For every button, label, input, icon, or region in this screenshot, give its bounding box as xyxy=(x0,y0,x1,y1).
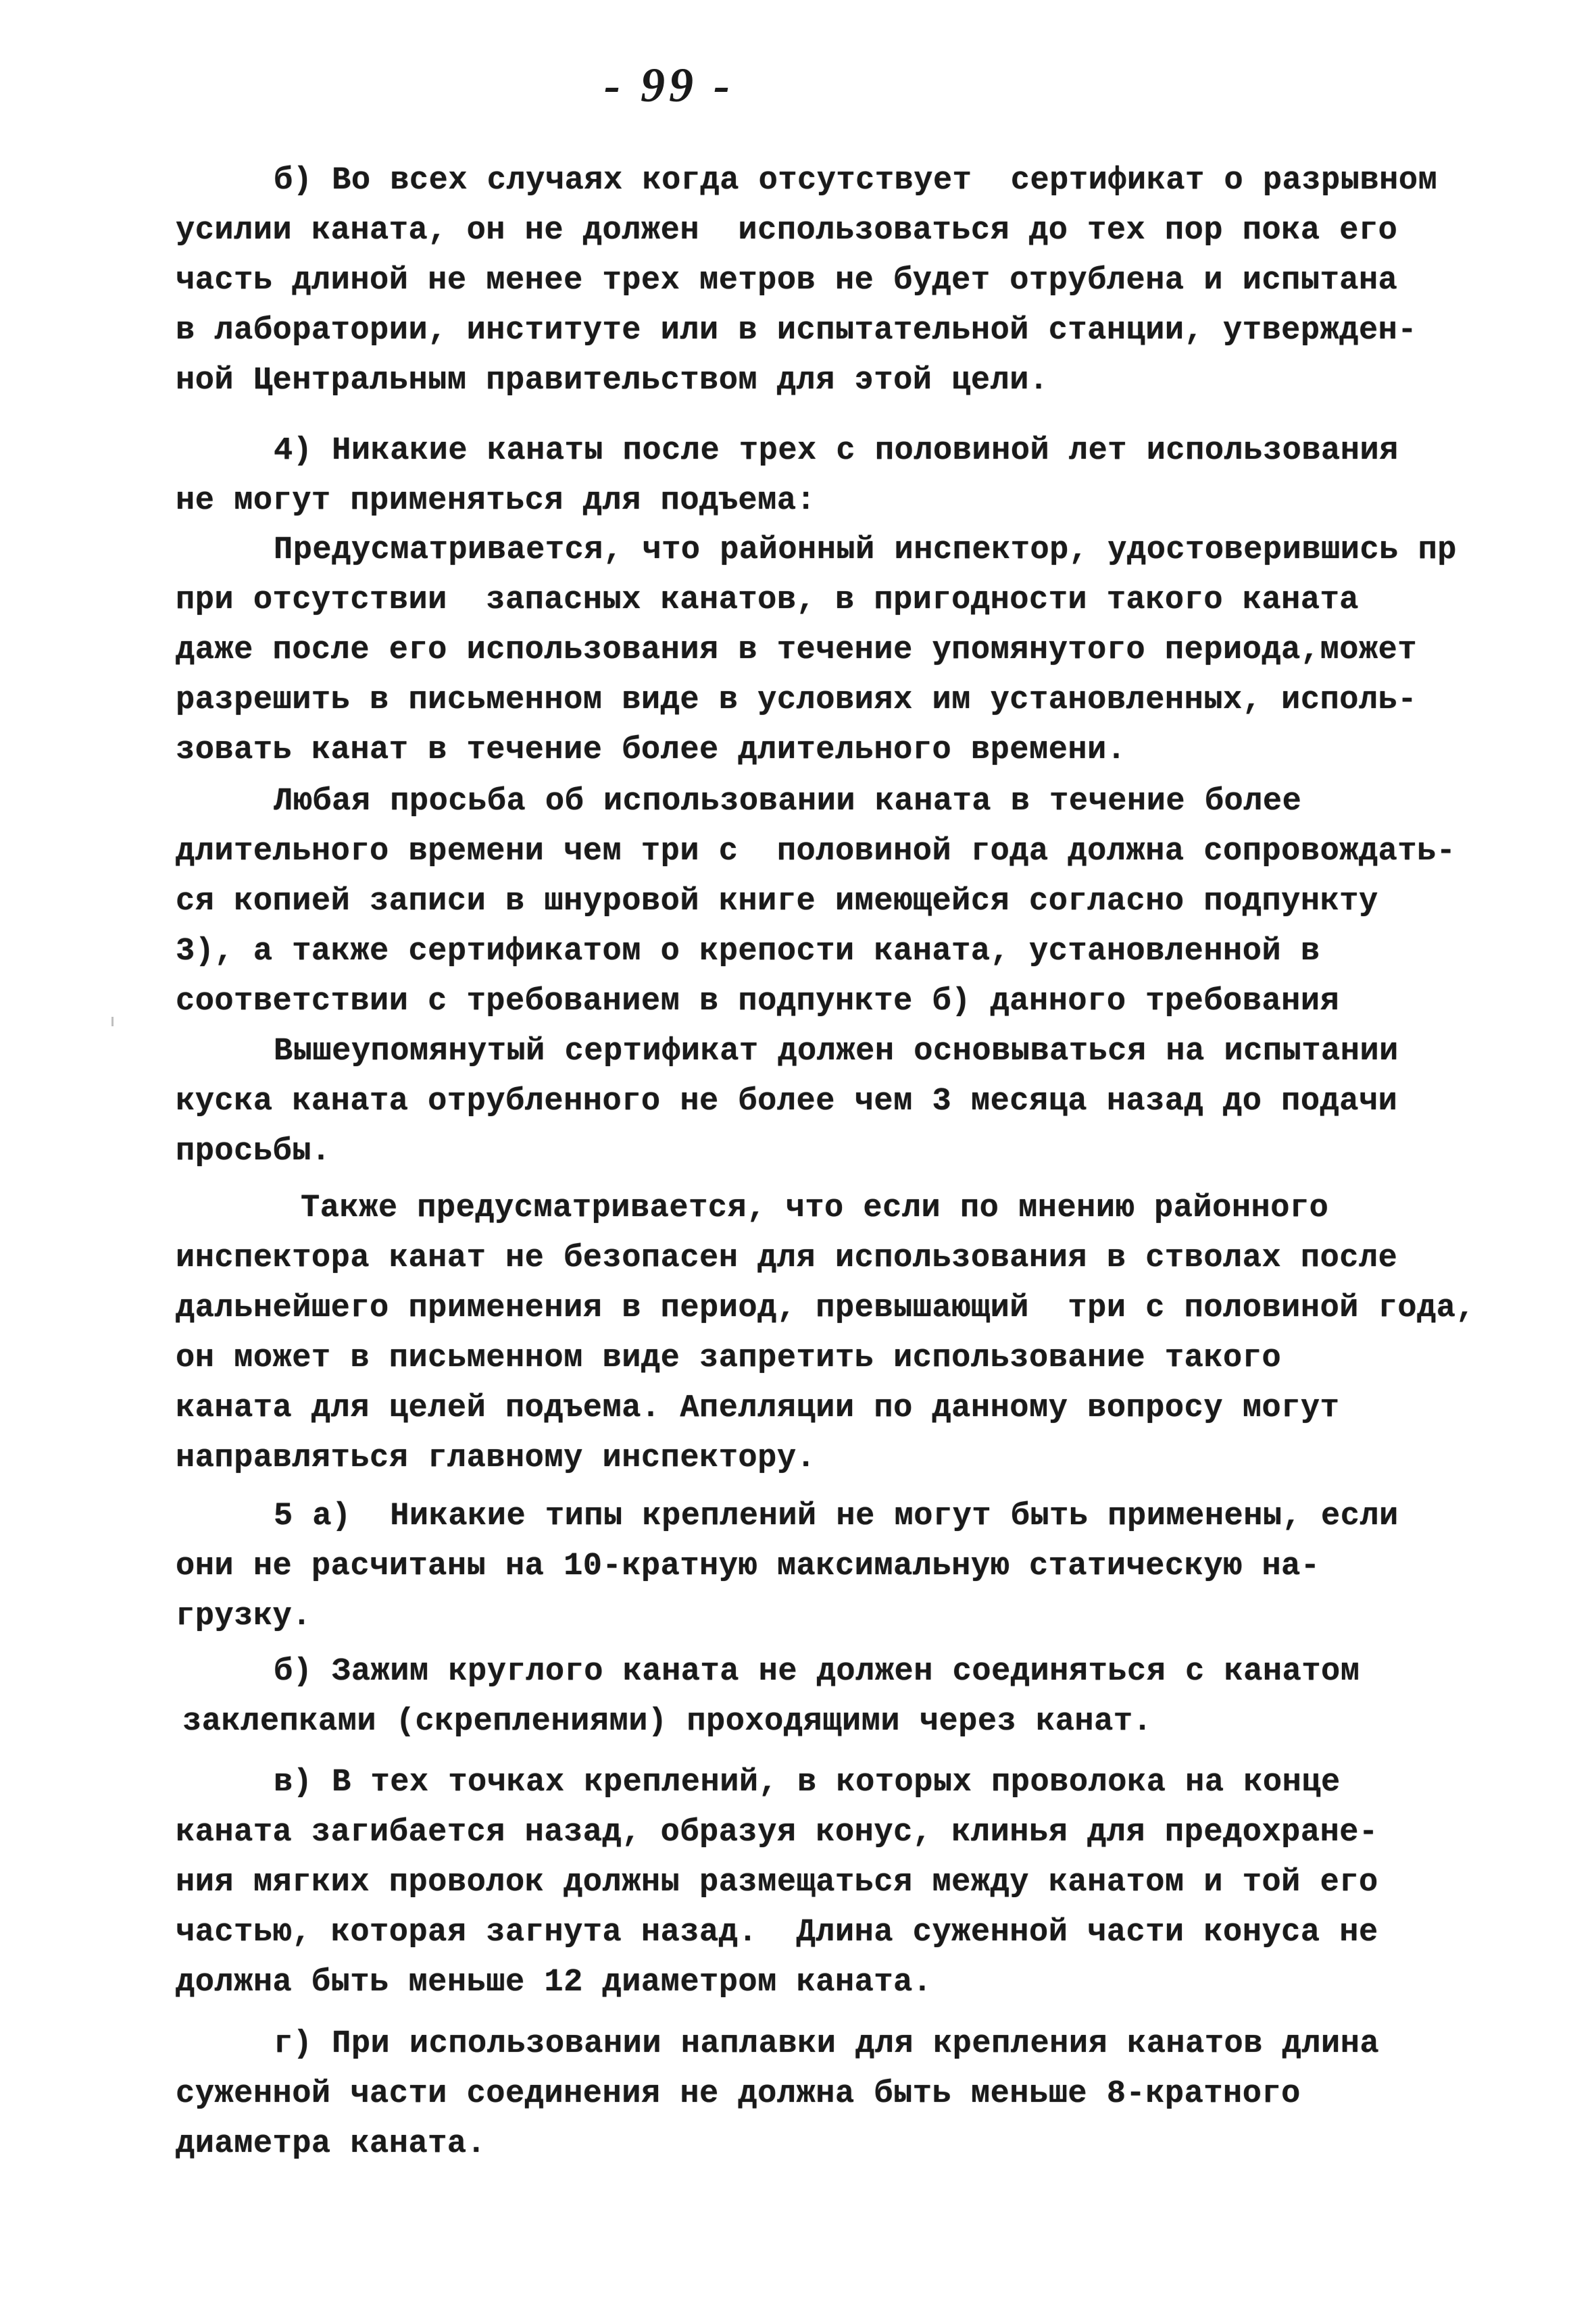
text-line: соответствии с требованием в подпункте б) данного требования xyxy=(176,984,1340,1020)
text-line: даже после его использования в течение упомянутого периода,может xyxy=(176,632,1418,668)
text-line: частью, которая загнута назад. Длина суженной части конуса не xyxy=(176,1915,1378,1951)
text-line: направляться главному инспектору. xyxy=(176,1440,816,1476)
text-line: усилии каната, он не должен использоваться до тех пор пока его xyxy=(176,213,1398,249)
text-line: 3), а также сертификатом о крепости каната, установленной в xyxy=(176,934,1320,970)
text-line: часть длиной не менее трех метров не будет отрублена и испытана xyxy=(176,263,1398,299)
text-line: зовать канат в течение более длительного времени. xyxy=(176,732,1126,768)
text-line: Вышеупомянутый сертификат должен основываться на испытании xyxy=(274,1034,1399,1070)
text-line: заклепками (скреплениями) проходящими через канат. xyxy=(182,1704,1153,1740)
text-line: должна быть меньше 12 диаметром каната. xyxy=(176,1965,932,2001)
scan-speck xyxy=(111,1017,114,1026)
text-line: б) Зажим круглого каната не должен соединяться с канатом xyxy=(274,1654,1360,1690)
text-line: ся копией записи в шнуровой книге имеющейся согласно подпункту xyxy=(176,884,1378,920)
text-line: куска каната отрубленного не более чем 3 месяца назад до подачи xyxy=(176,1084,1398,1120)
text-line: просьбы. xyxy=(176,1134,331,1169)
text-line: ния мягких проволок должны размещаться между канатом и той его xyxy=(176,1865,1378,1901)
text-line: каната для целей подъема. Апелляции по данному вопросу могут xyxy=(176,1390,1340,1426)
text-line: ной Центральным правительством для этой цели. xyxy=(176,363,1049,399)
text-line: Предусматривается, что районный инспектор, удостоверившись пр xyxy=(274,532,1457,568)
text-line: дальнейшего применения в период, превышающий три с половиной года, xyxy=(176,1290,1476,1326)
text-line: не могут применяться для подъема: xyxy=(176,483,816,519)
text-line: в лаборатории, институте или в испытательной станции, утвержден- xyxy=(176,313,1418,349)
text-line: 5 а) Никакие типы креплений не могут быть применены, если xyxy=(274,1499,1399,1534)
page-number: - 99 - xyxy=(604,58,734,112)
text-line: инспектора канат не безопасен для использования в стволах после xyxy=(176,1240,1398,1276)
text-line: грузку. xyxy=(176,1599,311,1634)
text-line: б) Во всех случаях когда отсутствует сертификат о разрывном xyxy=(274,163,1438,199)
text-line: длительного времени чем три с половиной года должна сопровождать- xyxy=(176,834,1456,870)
text-line: Любая просьба об использовании каната в течение более xyxy=(274,784,1302,820)
text-line: диаметра каната. xyxy=(176,2126,487,2162)
text-line: он может в письменном виде запретить использование такого xyxy=(176,1340,1282,1376)
text-line: каната загибается назад, образуя конус, клинья для предохране- xyxy=(176,1815,1378,1851)
text-line: при отсутствии запасных канатов, в пригодности такого каната xyxy=(176,582,1359,618)
text-line: разрешить в письменном виде в условиях им установленных, исполь- xyxy=(176,682,1418,718)
text-line: 4) Никакие канаты после трех с половиной лет использования xyxy=(274,433,1399,469)
text-line: они не расчитаны на 10-кратную максимальную статическую на- xyxy=(176,1549,1320,1584)
text-line: суженной части соединения не должна быть меньше 8-кратного xyxy=(176,2076,1301,2112)
text-line: Также предусматривается, что если по мнению районного xyxy=(301,1190,1329,1226)
text-line: г) При использовании наплавки для крепления канатов длина xyxy=(274,2026,1380,2062)
text-line: в) В тех точках креплений, в которых проволока на конце xyxy=(274,1765,1341,1801)
